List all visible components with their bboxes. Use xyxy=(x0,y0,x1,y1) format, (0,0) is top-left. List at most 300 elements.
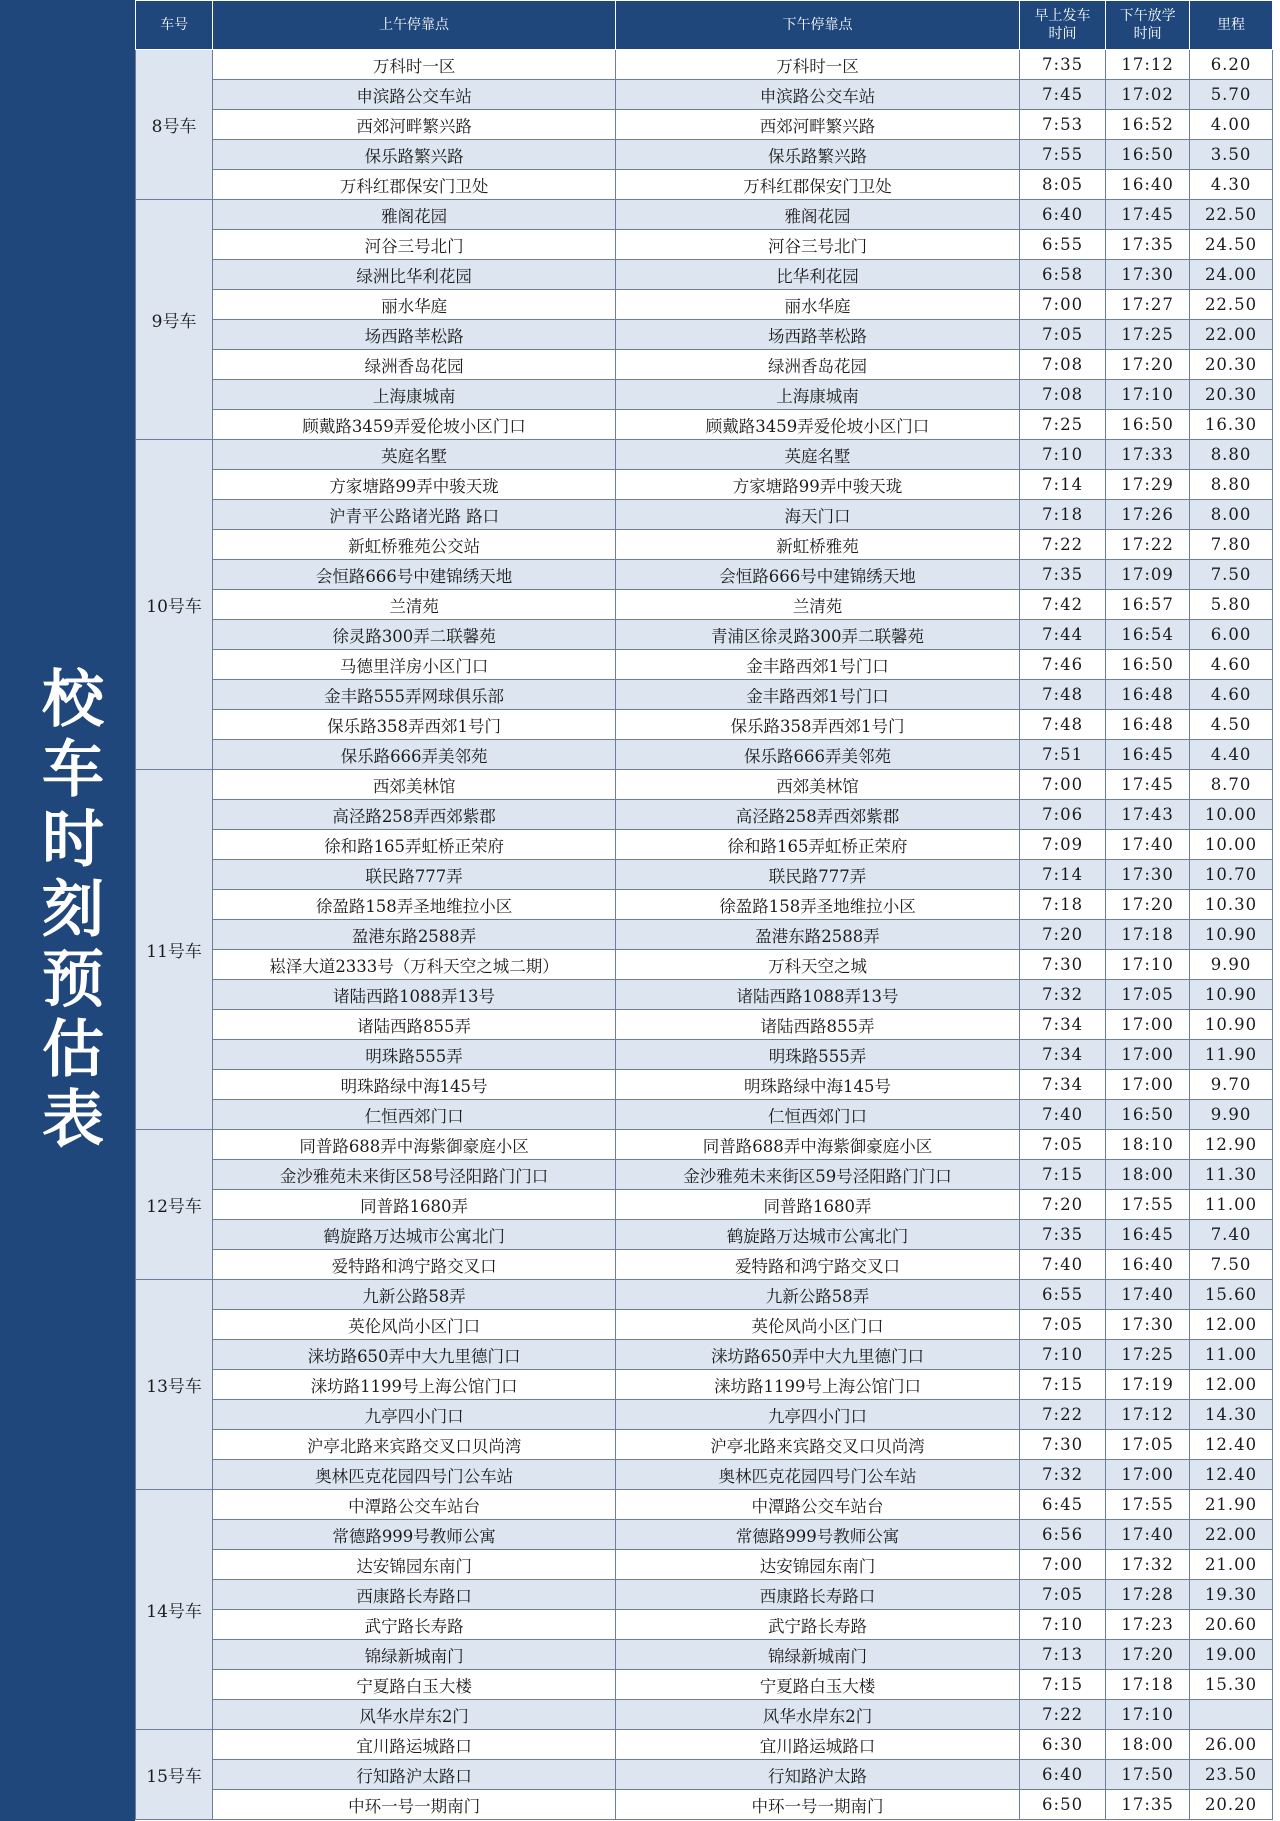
morning-stop-cell: 盈港东路2588弄 xyxy=(213,920,616,950)
morning-stop-cell: 宁夏路白玉大楼 xyxy=(213,1670,616,1700)
table-row xyxy=(136,1040,1273,1070)
morning-stop-cell: 徐灵路300弄二联馨苑 xyxy=(213,620,616,650)
afternoon-dismissal-cell: 17:20 xyxy=(1106,350,1190,380)
afternoon-stop-cell: 场西路莘松路 xyxy=(615,320,1019,350)
morning-stop-cell: 风华水岸东2门 xyxy=(213,1700,616,1730)
afternoon-dismissal-cell: 17:10 xyxy=(1106,380,1190,410)
afternoon-stop-cell: 中环一号一期南门 xyxy=(615,1790,1019,1820)
table-row xyxy=(136,260,1273,290)
mileage-cell: 10.70 xyxy=(1190,860,1273,890)
afternoon-stop-cell: 徐盈路158弄圣地维拉小区 xyxy=(615,890,1019,920)
mileage-cell: 10.30 xyxy=(1190,890,1273,920)
morning-stop-cell: 万科时一区 xyxy=(213,50,616,80)
schedule-table xyxy=(135,0,1273,1820)
mileage-cell: 19.30 xyxy=(1190,1580,1273,1610)
afternoon-stop-cell: 同普路1680弄 xyxy=(615,1190,1019,1220)
table-row xyxy=(136,530,1273,560)
afternoon-dismissal-cell: 17:22 xyxy=(1106,530,1190,560)
header-morning-departure xyxy=(1019,1,1105,50)
table-row xyxy=(136,590,1273,620)
morning-stop-cell: 宜川路运城路口 xyxy=(213,1730,616,1760)
morning-stop-cell: 顾戴路3459弄爱伦坡小区门口 xyxy=(213,410,616,440)
mileage-cell: 11.00 xyxy=(1190,1190,1273,1220)
afternoon-stop-cell: 九新公路58弄 xyxy=(615,1280,1019,1310)
morning-stop-cell: 中潭路公交车站台 xyxy=(213,1490,616,1520)
morning-stop-cell: 英伦风尚小区门口 xyxy=(213,1310,616,1340)
table-row xyxy=(136,830,1273,860)
afternoon-dismissal-cell: 16:40 xyxy=(1106,170,1190,200)
table-row xyxy=(136,1310,1273,1340)
table-row xyxy=(136,1760,1273,1790)
morning-departure-cell: 7:13 xyxy=(1019,1640,1105,1670)
table-row xyxy=(136,710,1273,740)
table-row xyxy=(136,230,1273,260)
mileage-cell: 12.00 xyxy=(1190,1370,1273,1400)
afternoon-dismissal-cell: 17:18 xyxy=(1106,1670,1190,1700)
morning-departure-cell: 7:48 xyxy=(1019,680,1105,710)
mileage-cell: 15.60 xyxy=(1190,1280,1273,1310)
afternoon-dismissal-cell: 17:09 xyxy=(1106,560,1190,590)
morning-departure-cell: 6:30 xyxy=(1019,1730,1105,1760)
afternoon-dismissal-cell: 17:32 xyxy=(1106,1550,1190,1580)
mileage-cell: 10.00 xyxy=(1190,800,1273,830)
mileage-cell: 26.00 xyxy=(1190,1730,1273,1760)
morning-stop-cell: 仁恒西郊门口 xyxy=(213,1100,616,1130)
afternoon-stop-cell: 保乐路666弄美邻苑 xyxy=(615,740,1019,770)
mileage-cell: 8.80 xyxy=(1190,470,1273,500)
table-row xyxy=(136,1190,1273,1220)
mileage-cell: 4.40 xyxy=(1190,740,1273,770)
mileage-cell: 11.00 xyxy=(1190,1340,1273,1370)
afternoon-stop-cell: 诸陆西路855弄 xyxy=(615,1010,1019,1040)
table-row xyxy=(136,1340,1273,1370)
afternoon-stop-cell: 西郊河畔繁兴路 xyxy=(615,110,1019,140)
table-row xyxy=(136,1610,1273,1640)
morning-departure-cell: 7:06 xyxy=(1019,800,1105,830)
afternoon-stop-cell: 达安锦园东南门 xyxy=(615,1550,1019,1580)
morning-departure-cell: 7:53 xyxy=(1019,110,1105,140)
morning-stop-cell: 行知路沪太路口 xyxy=(213,1760,616,1790)
page-title: 校车时刻预估表 xyxy=(31,665,105,1156)
table-row xyxy=(136,950,1273,980)
header-bus-number: 车号 xyxy=(136,1,213,50)
morning-departure-cell: 7:22 xyxy=(1019,1700,1105,1730)
bus-number-cell: 11号车 xyxy=(136,770,213,1130)
morning-stop-cell: 涞坊路1199号上海公馆门口 xyxy=(213,1370,616,1400)
mileage-cell: 12.90 xyxy=(1190,1130,1273,1160)
table-row xyxy=(136,800,1273,830)
header-afternoon-stop: 下午停靠点 xyxy=(615,1,1019,50)
morning-stop-cell: 徐盈路158弄圣地维拉小区 xyxy=(213,890,616,920)
morning-departure-cell: 6:40 xyxy=(1019,200,1105,230)
bus-number-cell: 13号车 xyxy=(136,1280,213,1490)
afternoon-dismissal-cell: 16:54 xyxy=(1106,620,1190,650)
mileage-cell xyxy=(1190,1700,1273,1730)
afternoon-stop-cell: 兰清苑 xyxy=(615,590,1019,620)
afternoon-stop-cell: 涞坊路650弄中大九里德门口 xyxy=(615,1340,1019,1370)
mileage-cell: 10.90 xyxy=(1190,1010,1273,1040)
afternoon-stop-cell: 锦绿新城南门 xyxy=(615,1640,1019,1670)
morning-departure-cell: 7:15 xyxy=(1019,1160,1105,1190)
afternoon-stop-cell: 徐和路165弄虹桥正荣府 xyxy=(615,830,1019,860)
morning-departure-cell: 7:34 xyxy=(1019,1040,1105,1070)
afternoon-stop-cell: 常德路999号教师公寓 xyxy=(615,1520,1019,1550)
header-morning-stop: 上午停靠点 xyxy=(213,1,616,50)
mileage-cell: 12.00 xyxy=(1190,1310,1273,1340)
morning-stop-cell: 丽水华庭 xyxy=(213,290,616,320)
table-row xyxy=(136,1160,1273,1190)
afternoon-dismissal-cell: 17:35 xyxy=(1106,1790,1190,1820)
afternoon-dismissal-cell: 17:43 xyxy=(1106,800,1190,830)
morning-stop-cell: 西郊美林馆 xyxy=(213,770,616,800)
morning-stop-cell: 方家塘路99弄中骏天珑 xyxy=(213,470,616,500)
afternoon-stop-cell: 武宁路长寿路 xyxy=(615,1610,1019,1640)
mileage-cell: 11.90 xyxy=(1190,1040,1273,1070)
afternoon-dismissal-cell: 16:50 xyxy=(1106,140,1190,170)
table-row xyxy=(136,1070,1273,1100)
afternoon-dismissal-cell: 17:20 xyxy=(1106,1640,1190,1670)
afternoon-dismissal-cell: 16:45 xyxy=(1106,1220,1190,1250)
afternoon-stop-cell: 宁夏路白玉大楼 xyxy=(615,1670,1019,1700)
mileage-cell: 9.90 xyxy=(1190,950,1273,980)
afternoon-stop-cell: 保乐路繁兴路 xyxy=(615,140,1019,170)
afternoon-dismissal-cell: 17:23 xyxy=(1106,1610,1190,1640)
morning-departure-cell: 6:56 xyxy=(1019,1520,1105,1550)
afternoon-dismissal-cell: 17:45 xyxy=(1106,200,1190,230)
table-row xyxy=(136,350,1273,380)
morning-stop-cell: 奥林匹克花园四号门公车站 xyxy=(213,1460,616,1490)
morning-stop-cell: 鹤旋路万达城市公寓北门 xyxy=(213,1220,616,1250)
afternoon-stop-cell: 西郊美林馆 xyxy=(615,770,1019,800)
morning-stop-cell: 新虹桥雅苑公交站 xyxy=(213,530,616,560)
morning-departure-cell: 7:00 xyxy=(1019,1550,1105,1580)
afternoon-stop-cell: 上海康城南 xyxy=(615,380,1019,410)
afternoon-stop-cell: 涞坊路1199号上海公馆门口 xyxy=(615,1370,1019,1400)
afternoon-dismissal-cell: 17:00 xyxy=(1106,1070,1190,1100)
table-row xyxy=(136,560,1273,590)
morning-departure-cell: 7:44 xyxy=(1019,620,1105,650)
afternoon-dismissal-cell: 17:05 xyxy=(1106,1430,1190,1460)
mileage-cell: 7.50 xyxy=(1190,1250,1273,1280)
table-row xyxy=(136,1220,1273,1250)
morning-departure-cell: 7:20 xyxy=(1019,920,1105,950)
afternoon-dismissal-cell: 17:12 xyxy=(1106,1400,1190,1430)
mileage-cell: 7.40 xyxy=(1190,1220,1273,1250)
afternoon-dismissal-cell: 17:12 xyxy=(1106,50,1190,80)
morning-stop-cell: 兰清苑 xyxy=(213,590,616,620)
mileage-cell: 4.60 xyxy=(1190,680,1273,710)
table-row xyxy=(136,860,1273,890)
table-row xyxy=(136,470,1273,500)
morning-departure-cell: 7:40 xyxy=(1019,1250,1105,1280)
afternoon-dismissal-cell: 17:40 xyxy=(1106,830,1190,860)
bus-number-cell: 10号车 xyxy=(136,440,213,770)
morning-stop-cell: 诸陆西路855弄 xyxy=(213,1010,616,1040)
afternoon-stop-cell: 明珠路555弄 xyxy=(615,1040,1019,1070)
morning-departure-cell: 7:08 xyxy=(1019,380,1105,410)
afternoon-stop-cell: 顾戴路3459弄爱伦坡小区门口 xyxy=(615,410,1019,440)
morning-departure-cell: 7:22 xyxy=(1019,530,1105,560)
afternoon-dismissal-cell: 17:50 xyxy=(1106,1760,1190,1790)
mileage-cell: 24.50 xyxy=(1190,230,1273,260)
mileage-cell: 10.90 xyxy=(1190,920,1273,950)
afternoon-dismissal-cell: 17:40 xyxy=(1106,1280,1190,1310)
morning-stop-cell: 西郊河畔繁兴路 xyxy=(213,110,616,140)
mileage-cell: 12.40 xyxy=(1190,1460,1273,1490)
bus-number-cell: 9号车 xyxy=(136,200,213,440)
morning-stop-cell: 武宁路长寿路 xyxy=(213,1610,616,1640)
morning-departure-cell: 7:35 xyxy=(1019,1220,1105,1250)
afternoon-dismissal-cell: 18:00 xyxy=(1106,1730,1190,1760)
header-afternoon-dismissal xyxy=(1106,1,1190,50)
afternoon-stop-cell: 万科时一区 xyxy=(615,50,1019,80)
afternoon-stop-cell: 海天门口 xyxy=(615,500,1019,530)
afternoon-stop-cell: 会恒路666号中建锦绣天地 xyxy=(615,560,1019,590)
afternoon-stop-cell: 万科天空之城 xyxy=(615,950,1019,980)
morning-departure-cell: 8:05 xyxy=(1019,170,1105,200)
morning-departure-cell: 7:46 xyxy=(1019,650,1105,680)
table-row xyxy=(136,1640,1273,1670)
mileage-cell: 3.50 xyxy=(1190,140,1273,170)
mileage-cell: 4.00 xyxy=(1190,110,1273,140)
afternoon-stop-cell: 明珠路绿中海145号 xyxy=(615,1070,1019,1100)
morning-departure-cell: 7:35 xyxy=(1019,50,1105,80)
afternoon-stop-cell: 万科红郡保安门卫处 xyxy=(615,170,1019,200)
mileage-cell: 8.70 xyxy=(1190,770,1273,800)
mileage-cell: 16.30 xyxy=(1190,410,1273,440)
table-row xyxy=(136,620,1273,650)
afternoon-dismissal-cell: 17:00 xyxy=(1106,1460,1190,1490)
table-row xyxy=(136,1670,1273,1700)
mileage-cell: 7.50 xyxy=(1190,560,1273,590)
table-row xyxy=(136,1280,1273,1310)
table-row xyxy=(136,1790,1273,1820)
morning-stop-cell: 同普路1680弄 xyxy=(213,1190,616,1220)
table-row xyxy=(136,890,1273,920)
mileage-cell: 24.00 xyxy=(1190,260,1273,290)
morning-stop-cell: 涞坊路650弄中大九里德门口 xyxy=(213,1340,616,1370)
morning-departure-cell: 6:45 xyxy=(1019,1490,1105,1520)
table-row xyxy=(136,1520,1273,1550)
table-row xyxy=(136,1100,1273,1130)
morning-departure-cell: 7:25 xyxy=(1019,410,1105,440)
afternoon-stop-cell: 雅阁花园 xyxy=(615,200,1019,230)
morning-stop-cell: 万科红郡保安门卫处 xyxy=(213,170,616,200)
morning-stop-cell: 绿洲香岛花园 xyxy=(213,350,616,380)
morning-departure-cell: 7:10 xyxy=(1019,440,1105,470)
morning-stop-cell: 保乐路繁兴路 xyxy=(213,140,616,170)
afternoon-dismissal-cell: 17:35 xyxy=(1106,230,1190,260)
morning-stop-cell: 沪青平公路诸光路 路口 xyxy=(213,500,616,530)
table-row xyxy=(136,1550,1273,1580)
morning-stop-cell: 常德路999号教师公寓 xyxy=(213,1520,616,1550)
morning-departure-cell: 7:51 xyxy=(1019,740,1105,770)
afternoon-stop-cell: 新虹桥雅苑 xyxy=(615,530,1019,560)
afternoon-dismissal-cell: 17:20 xyxy=(1106,890,1190,920)
morning-stop-cell: 诸陆西路1088弄13号 xyxy=(213,980,616,1010)
morning-stop-cell: 金沙雅苑未来街区58号泾阳路门门口 xyxy=(213,1160,616,1190)
afternoon-stop-cell: 金丰路西郊1号门口 xyxy=(615,680,1019,710)
afternoon-dismissal-cell: 17:10 xyxy=(1106,1700,1190,1730)
afternoon-dismissal-cell: 17:29 xyxy=(1106,470,1190,500)
mileage-cell: 12.40 xyxy=(1190,1430,1273,1460)
bus-number-cell: 8号车 xyxy=(136,50,213,200)
mileage-cell: 15.30 xyxy=(1190,1670,1273,1700)
mileage-cell: 11.30 xyxy=(1190,1160,1273,1190)
header-morning-departure-text: 早上发车时间 xyxy=(1034,8,1091,42)
afternoon-dismissal-cell: 17:28 xyxy=(1106,1580,1190,1610)
afternoon-dismissal-cell: 17:30 xyxy=(1106,260,1190,290)
bus-number-cell: 12号车 xyxy=(136,1130,213,1280)
morning-stop-cell: 达安锦园东南门 xyxy=(213,1550,616,1580)
afternoon-dismissal-cell: 17:26 xyxy=(1106,500,1190,530)
mileage-cell: 4.30 xyxy=(1190,170,1273,200)
afternoon-stop-cell: 诸陆西路1088弄13号 xyxy=(615,980,1019,1010)
mileage-cell: 7.80 xyxy=(1190,530,1273,560)
mileage-cell: 20.20 xyxy=(1190,1790,1273,1820)
mileage-cell: 8.00 xyxy=(1190,500,1273,530)
table-row xyxy=(136,1430,1273,1460)
mileage-cell: 6.00 xyxy=(1190,620,1273,650)
morning-stop-cell: 中环一号一期南门 xyxy=(213,1790,616,1820)
afternoon-dismissal-cell: 17:19 xyxy=(1106,1370,1190,1400)
morning-departure-cell: 7:22 xyxy=(1019,1400,1105,1430)
afternoon-dismissal-cell: 17:10 xyxy=(1106,950,1190,980)
morning-stop-cell: 上海康城南 xyxy=(213,380,616,410)
morning-stop-cell: 保乐路666弄美邻苑 xyxy=(213,740,616,770)
morning-stop-cell: 雅阁花园 xyxy=(213,200,616,230)
afternoon-stop-cell: 盈港东路2588弄 xyxy=(615,920,1019,950)
morning-stop-cell: 绿洲比华利花园 xyxy=(213,260,616,290)
afternoon-stop-cell: 英伦风尚小区门口 xyxy=(615,1310,1019,1340)
header-row xyxy=(136,1,1273,50)
table-row xyxy=(136,1490,1273,1520)
morning-stop-cell: 高泾路258弄西郊紫郡 xyxy=(213,800,616,830)
afternoon-stop-cell: 英庭名墅 xyxy=(615,440,1019,470)
afternoon-dismissal-cell: 17:25 xyxy=(1106,320,1190,350)
afternoon-dismissal-cell: 17:00 xyxy=(1106,1010,1190,1040)
morning-stop-cell: 马德里洋房小区门口 xyxy=(213,650,616,680)
afternoon-stop-cell: 风华水岸东2门 xyxy=(615,1700,1019,1730)
afternoon-stop-cell: 沪亭北路来宾路交叉口贝尚湾 xyxy=(615,1430,1019,1460)
morning-departure-cell: 7:10 xyxy=(1019,1610,1105,1640)
table-row xyxy=(136,980,1273,1010)
morning-stop-cell: 英庭名墅 xyxy=(213,440,616,470)
morning-departure-cell: 7:42 xyxy=(1019,590,1105,620)
mileage-cell: 21.90 xyxy=(1190,1490,1273,1520)
morning-stop-cell: 九亭四小门口 xyxy=(213,1400,616,1430)
morning-stop-cell: 联民路777弄 xyxy=(213,860,616,890)
afternoon-stop-cell: 九亭四小门口 xyxy=(615,1400,1019,1430)
morning-departure-cell: 7:48 xyxy=(1019,710,1105,740)
afternoon-dismissal-cell: 17:40 xyxy=(1106,1520,1190,1550)
afternoon-stop-cell: 金丰路西郊1号门口 xyxy=(615,650,1019,680)
mileage-cell: 8.80 xyxy=(1190,440,1273,470)
mileage-cell: 21.00 xyxy=(1190,1550,1273,1580)
morning-departure-cell: 7:18 xyxy=(1019,500,1105,530)
table-row xyxy=(136,200,1273,230)
table-row xyxy=(136,1460,1273,1490)
morning-departure-cell: 7:00 xyxy=(1019,770,1105,800)
table-row xyxy=(136,1370,1273,1400)
table-row xyxy=(136,1580,1273,1610)
afternoon-stop-cell: 保乐路358弄西郊1号门 xyxy=(615,710,1019,740)
afternoon-dismissal-cell: 17:30 xyxy=(1106,1310,1190,1340)
mileage-cell: 20.60 xyxy=(1190,1610,1273,1640)
table-row xyxy=(136,650,1273,680)
afternoon-dismissal-cell: 16:45 xyxy=(1106,740,1190,770)
table-row xyxy=(136,1730,1273,1760)
afternoon-dismissal-cell: 18:10 xyxy=(1106,1130,1190,1160)
mileage-cell: 22.50 xyxy=(1190,290,1273,320)
afternoon-stop-cell: 中潭路公交车站台 xyxy=(615,1490,1019,1520)
morning-stop-cell: 崧泽大道2333号（万科天空之城二期） xyxy=(213,950,616,980)
morning-departure-cell: 6:40 xyxy=(1019,1760,1105,1790)
table-row xyxy=(136,320,1273,350)
morning-departure-cell: 7:15 xyxy=(1019,1670,1105,1700)
table-row xyxy=(136,920,1273,950)
morning-departure-cell: 6:55 xyxy=(1019,1280,1105,1310)
morning-departure-cell: 7:32 xyxy=(1019,980,1105,1010)
table-row xyxy=(136,380,1273,410)
afternoon-stop-cell: 鹤旋路万达城市公寓北门 xyxy=(615,1220,1019,1250)
table-row xyxy=(136,500,1273,530)
mileage-cell: 5.80 xyxy=(1190,590,1273,620)
schedule-body xyxy=(136,50,1273,1820)
mileage-cell: 14.30 xyxy=(1190,1400,1273,1430)
afternoon-dismissal-cell: 16:50 xyxy=(1106,410,1190,440)
afternoon-dismissal-cell: 17:00 xyxy=(1106,1040,1190,1070)
morning-stop-cell: 锦绿新城南门 xyxy=(213,1640,616,1670)
morning-departure-cell: 7:05 xyxy=(1019,1310,1105,1340)
afternoon-stop-cell: 金沙雅苑未来街区59号泾阳路门门口 xyxy=(615,1160,1019,1190)
morning-stop-cell: 九新公路58弄 xyxy=(213,1280,616,1310)
afternoon-stop-cell: 比华利花园 xyxy=(615,260,1019,290)
mileage-cell: 4.60 xyxy=(1190,650,1273,680)
title-banner xyxy=(0,0,135,1821)
morning-departure-cell: 7:00 xyxy=(1019,290,1105,320)
afternoon-stop-cell: 同普路688弄中海紫御豪庭小区 xyxy=(615,1130,1019,1160)
morning-stop-cell: 保乐路358弄西郊1号门 xyxy=(213,710,616,740)
mileage-cell: 9.70 xyxy=(1190,1070,1273,1100)
afternoon-stop-cell: 申滨路公交车站 xyxy=(615,80,1019,110)
afternoon-dismissal-cell: 17:33 xyxy=(1106,440,1190,470)
table-row xyxy=(136,290,1273,320)
afternoon-dismissal-cell: 17:05 xyxy=(1106,980,1190,1010)
afternoon-dismissal-cell: 18:00 xyxy=(1106,1160,1190,1190)
afternoon-dismissal-cell: 16:48 xyxy=(1106,710,1190,740)
mileage-cell: 4.50 xyxy=(1190,710,1273,740)
afternoon-dismissal-cell: 16:52 xyxy=(1106,110,1190,140)
afternoon-stop-cell: 方家塘路99弄中骏天珑 xyxy=(615,470,1019,500)
table-row xyxy=(136,140,1273,170)
afternoon-dismissal-cell: 17:30 xyxy=(1106,860,1190,890)
mileage-cell: 23.50 xyxy=(1190,1760,1273,1790)
afternoon-stop-cell: 行知路沪太路 xyxy=(615,1760,1019,1790)
morning-departure-cell: 6:50 xyxy=(1019,1790,1105,1820)
morning-departure-cell: 7:05 xyxy=(1019,320,1105,350)
afternoon-dismissal-cell: 16:40 xyxy=(1106,1250,1190,1280)
morning-stop-cell: 西康路长寿路口 xyxy=(213,1580,616,1610)
morning-departure-cell: 7:40 xyxy=(1019,1100,1105,1130)
morning-departure-cell: 7:45 xyxy=(1019,80,1105,110)
morning-stop-cell: 场西路莘松路 xyxy=(213,320,616,350)
morning-stop-cell: 爱特路和鸿宁路交叉口 xyxy=(213,1250,616,1280)
schedule-table-container xyxy=(135,0,1280,1821)
table-row xyxy=(136,110,1273,140)
morning-stop-cell: 同普路688弄中海紫御豪庭小区 xyxy=(213,1130,616,1160)
bus-number-cell: 14号车 xyxy=(136,1490,213,1730)
